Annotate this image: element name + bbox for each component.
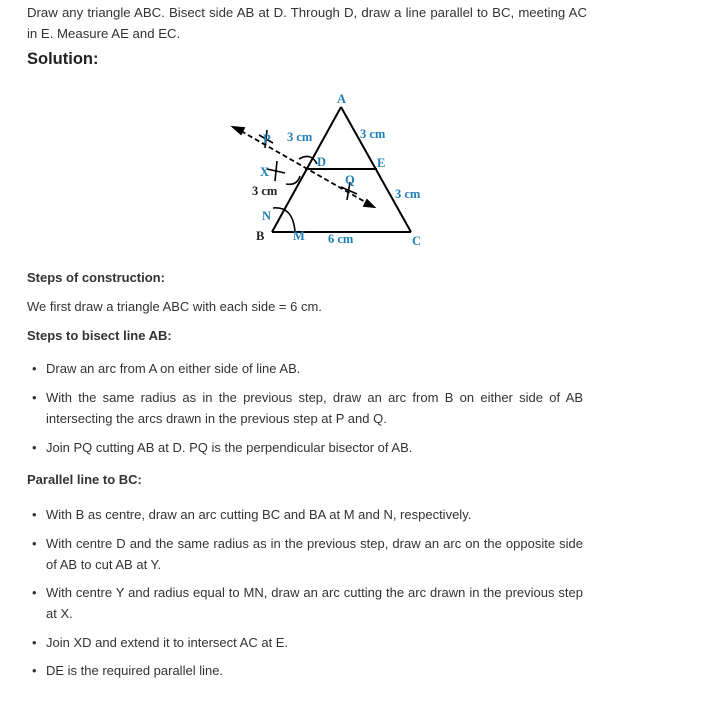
label-n: N (262, 209, 272, 223)
intro-text: We first draw a triangle ABC with each side = 6 cm. (27, 299, 322, 314)
bullet: • (32, 507, 37, 522)
label-ab-lower: 3 cm (252, 184, 278, 198)
label-ab-upper: 3 cm (287, 130, 313, 144)
label-m: M (293, 229, 305, 243)
step-text: Draw an arc from A on either side of line AB. (46, 361, 301, 376)
bullet: • (32, 663, 37, 678)
arrow-head-p (233, 127, 244, 134)
arrow-head-q (364, 200, 374, 207)
solution-heading: Solution: (27, 50, 99, 68)
triangle-construction-diagram (207, 90, 427, 252)
list-item (27, 387, 583, 429)
bullet: • (32, 536, 37, 551)
label-e: E (377, 156, 386, 170)
label-ac-lower: 3 cm (395, 187, 421, 201)
bisect-heading: Steps to bisect line AB: (27, 328, 172, 343)
label-bc: 6 cm (328, 232, 354, 246)
list-item (27, 660, 583, 681)
step-text: With centre Y and radius equal to MN, draw an arc cutting the arc drawn in the previous step at X. (46, 585, 583, 621)
label-d: D (317, 155, 327, 169)
bullet: • (32, 361, 37, 376)
list-item (27, 437, 583, 458)
step-text: DE is the required parallel line. (46, 663, 224, 678)
list-item (27, 582, 583, 624)
arc-at-d (299, 156, 317, 164)
construction-figure (207, 90, 427, 252)
list-item (27, 358, 583, 379)
label-b: B (256, 229, 265, 243)
construction-arcs (259, 130, 357, 232)
step-text: With the same radius as in the previous step, draw an arc from B on either side of AB intersecting the arcs drawn in the previous step at P and Q. (46, 390, 583, 426)
label-p: P (263, 132, 271, 146)
list-item (27, 504, 583, 525)
label-ac-upper: 3 cm (360, 127, 386, 141)
bullet: • (32, 585, 37, 600)
bullet: • (32, 390, 37, 405)
bullet: • (32, 635, 37, 650)
step-text: With centre D and the same radius as in the previous step, draw an arc on the opposite side of AB to cut AB at Y. (46, 536, 583, 572)
steps-heading: Steps of construction: (27, 270, 165, 285)
label-c: C (412, 234, 422, 248)
bullet: • (32, 440, 37, 455)
arc-mark-x (267, 161, 285, 181)
list-item (27, 533, 583, 575)
step-text: Join PQ cutting AB at D. PQ is the perpendicular bisector of AB. (46, 440, 413, 455)
triangle-abc (272, 107, 411, 232)
label-q: Q (345, 173, 355, 187)
step-text: Join XD and extend it to intersect AC at E. (46, 635, 289, 650)
list-item (27, 632, 583, 653)
question-text: Draw any triangle ABC. Bisect side AB at D. Through D, draw a line parallel to BC, meeting AC in E. Measure AE and EC. (27, 5, 587, 41)
label-x: X (260, 165, 270, 179)
parallel-heading: Parallel line to BC: (27, 472, 142, 487)
label-a: A (337, 92, 347, 106)
step-text: With B as centre, draw an arc cutting BC and BA at M and N, respectively. (46, 507, 472, 522)
